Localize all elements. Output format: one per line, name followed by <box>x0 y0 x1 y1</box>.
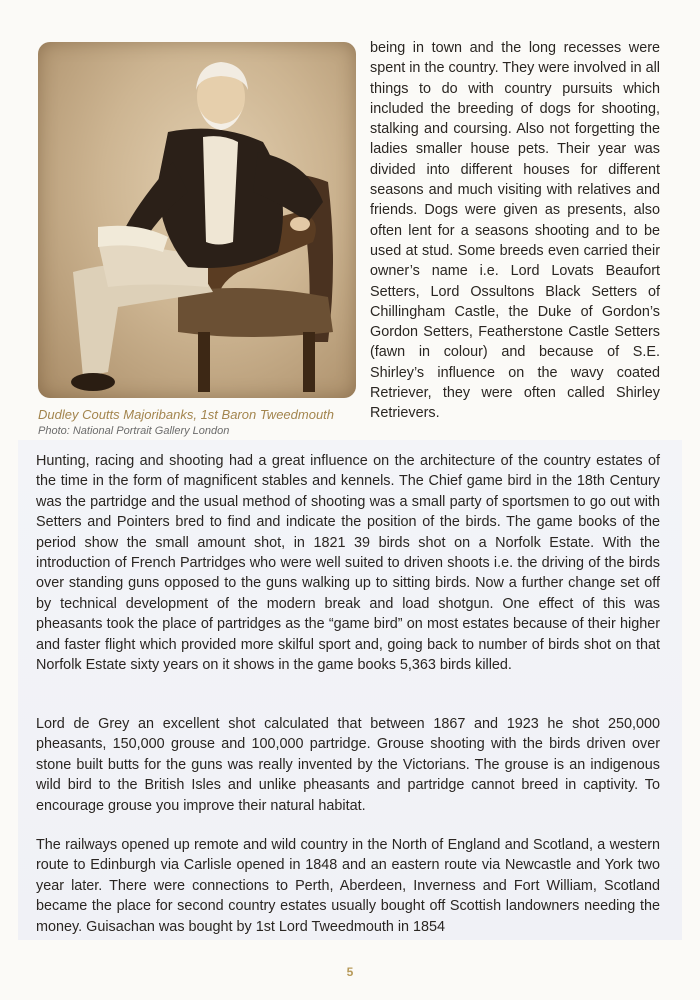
body-paragraph-3: The railways opened up remote and wild country in the North of England and Scotland, a western route to Edinburgh via Carlisle opened in 1848 and an eastern route via Newcastle and York two year later. There were connections to Perth, Aberdeen, Inverness and Fort William, Scotland became the place for second country estates usually bought off Scottish landowners needing the money. Guisachan was bought by 1st Lord Tweedmouth in 1854 <box>36 837 660 935</box>
side-column-paragraph: being in town and the long recesses were spent in the country. They were involved in all things to do with country pursuits which included the breeding of dogs for shooting, stalking and coursing. Also not forgetting the ladies smaller house pets. Their year was divided into different houses for different seasons and much visiting with relatives and friends. Dogs were given as presents, also often lent for a seasons shooting and to be used at stud. Some breeds even carried their owner’s name i.e. Lord Lovats Beaufort Setters, Lord Ossultons Black Setters of Chillingham Castle, the Duke of Gordon’s Gordon Setters, Featherstone Castle Setters (fawn in colour) and because of S.E. Shirley’s influence on the wavy coated Retriever, they were often called Shirley Retrievers. <box>370 40 660 422</box>
portrait-photo <box>38 42 356 398</box>
photo-caption: Dudley Coutts Majoribanks, 1st Baron Tweedmouth <box>38 407 335 422</box>
body-paragraph-2: Lord de Grey an excellent shot calculated that between 1867 and 1923 he shot 250,000 pheasants, 150,000 grouse and 100,000 partridge. Grouse shooting with the birds driven over stone built butts for the guns was really invented by the Victorians. The grouse is an indigenous wild bird to the British Isles and unlike pheasants and partridge cannot breed in captivity. To encourage grouse you improve their natural habitat. <box>36 716 660 814</box>
photo-credit: Photo: National Portrait Gallery London <box>38 425 230 437</box>
seated-man-illustration <box>38 42 356 398</box>
body-paragraph-1: Hunting, racing and shooting had a great influence on the architecture of the country estates of the time in the form of magnificent stables and kennels. The Chief game bird in the 18th Century was the partridge and the usual method of shooting was a small party of sportsmen to go out with Setters and Pointers bred to find and indicate the position of the birds. The game books of the period show the small amount shot, in 1821 39 birds shot on a Norfolk Estate. With the introduction of French Partridges who were well suited to driven shoots i.e. the driving of the birds over standing guns opposed to the guns walking up to sitting birds. Now a further change set off by technical development of the modern break and load shotgun. One effect of this was pheasants took the place of partridges as the “game bird” on most estates because of their higher and faster flight which provided more skilful sport and, going back to number of birds shot on that Norfolk Estate sixty years on it shows in the game books 5,363 birds killed. <box>36 453 660 674</box>
page-number: 5 <box>346 965 354 979</box>
